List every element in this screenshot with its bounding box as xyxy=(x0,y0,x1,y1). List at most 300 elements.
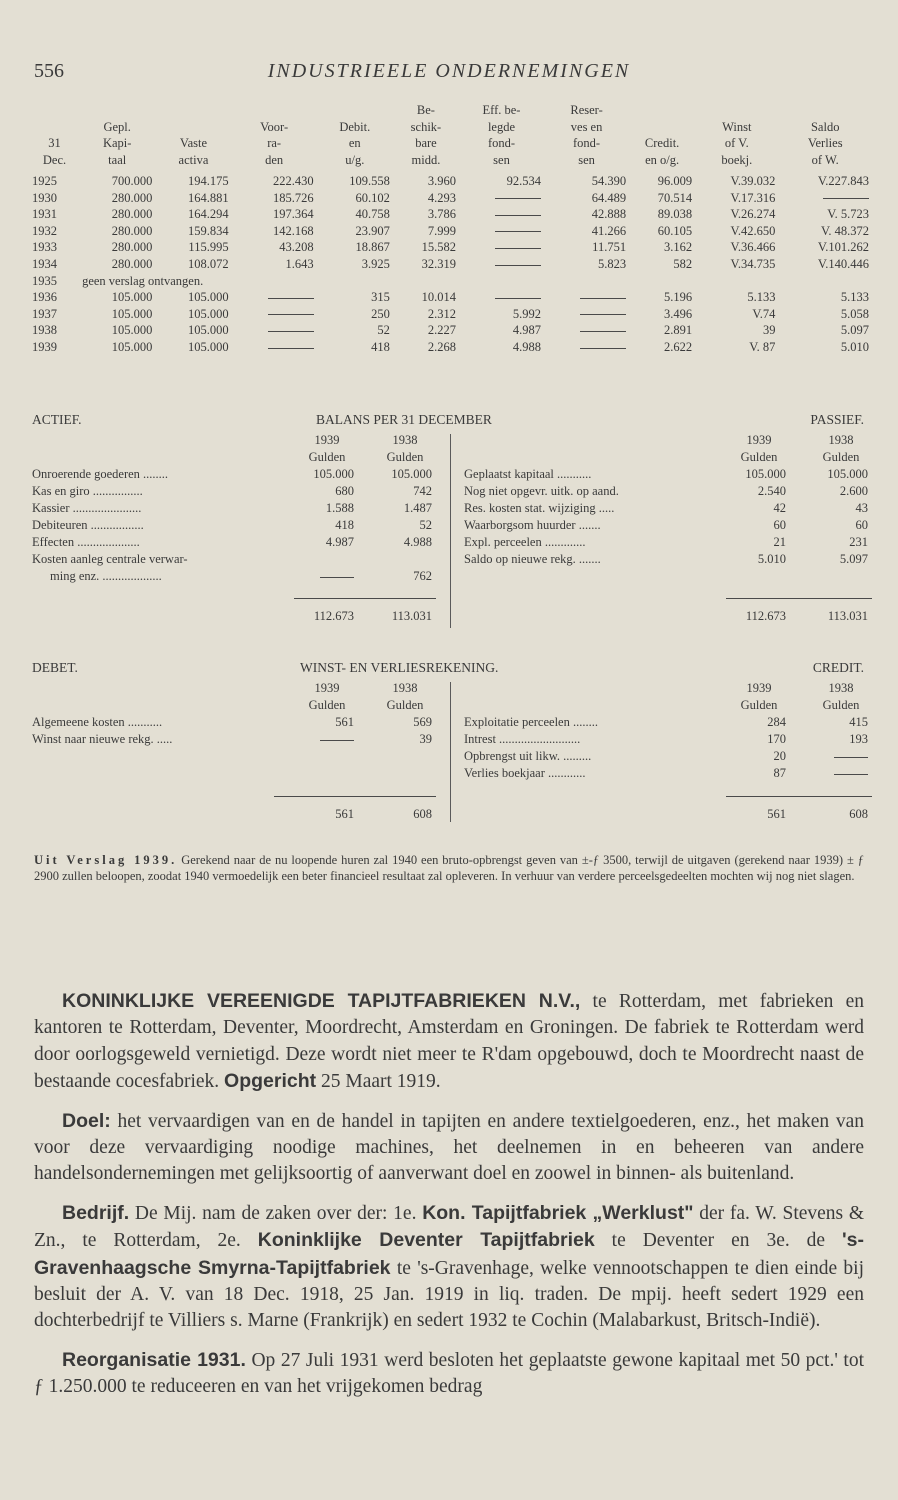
value-cell: 3.496 xyxy=(664,306,693,321)
value-cell: 15.582 xyxy=(421,240,456,255)
row-label: Res. kosten stat. wijziging ..... xyxy=(464,501,615,515)
reorganisatie-text: Op 27 Juli 1931 werd besloten het geplaatste gewone kapitaal met 50 pct.' tot ƒ 1.250.000 te reduceeren en van het vrijgekomen bedrag xyxy=(34,1349,865,1398)
row-label: Kas en giro ................ xyxy=(32,484,143,498)
actief-row xyxy=(32,568,434,585)
table-row xyxy=(30,306,872,323)
row-label: Onroerende goederen ........ xyxy=(32,467,169,481)
credit-column xyxy=(464,680,868,821)
balance-title: BALANS PER 31 DECEMBER xyxy=(316,412,492,427)
value-cell: 70.514 xyxy=(657,190,693,205)
year-1938: 1938 xyxy=(828,681,854,695)
footnote-text: Gerekend naar de nu loopende huren zal 1940 een bruto-opbrengst geven van ±-ƒ 3500, terwijl de uitgaven (gerekend naar 1939) ± ƒ 2900 zullen beloopen, zoodat 1940 vermoedelijk een beter financieel resultaat zal opleveren. In verhuur van verdere perceelsgedeelten mochten wij nog niet slagen. xyxy=(34,853,865,883)
dash-mark xyxy=(495,298,541,299)
total-1939: 561 xyxy=(335,807,354,821)
total-1938: 608 xyxy=(849,807,868,821)
passief-row xyxy=(464,517,868,534)
value-cell xyxy=(232,289,317,306)
unit-header-row xyxy=(464,697,868,714)
value-cell xyxy=(232,306,317,323)
winst-title: WINST- EN VERLIESREKENING. xyxy=(300,660,499,675)
value-cell: 1.643 xyxy=(285,256,314,271)
value-cell: 39 xyxy=(762,323,776,338)
column-header: Be- schik- bare midd. xyxy=(410,103,442,167)
year-1938: 1938 xyxy=(392,681,418,695)
value-cell xyxy=(232,339,317,356)
sum-line xyxy=(726,598,872,599)
value-1939: 5.010 xyxy=(757,552,786,566)
unit-label: Gulden xyxy=(308,698,346,712)
value-1938: 105.000 xyxy=(827,467,868,481)
value-1938: 762 xyxy=(413,569,432,583)
value-cell: V.74 xyxy=(752,306,776,321)
value-cell: 194.175 xyxy=(187,174,229,188)
actief-rows xyxy=(32,466,434,585)
year-header-row xyxy=(464,680,868,697)
value-cell xyxy=(544,339,629,356)
sum-line xyxy=(294,598,436,599)
passief-row xyxy=(464,483,868,500)
value-1939: 105.000 xyxy=(313,467,354,481)
dash-mark xyxy=(268,331,314,332)
value-cell: 142.168 xyxy=(273,223,314,238)
column-header: Gepl. Kapi- taal xyxy=(102,119,132,167)
value-cell: V.42.650 xyxy=(730,223,776,238)
value-1939: 680 xyxy=(335,484,354,498)
credit-row xyxy=(464,765,868,782)
bedrijf-text: te Deventer en 3e. de xyxy=(611,1230,826,1252)
column-divider xyxy=(450,682,451,822)
company-description xyxy=(34,988,864,1413)
year-1938: 1938 xyxy=(392,433,418,447)
value-cell: 105.000 xyxy=(187,339,229,354)
value-cell: 11.751 xyxy=(592,240,627,255)
column-header: Reser- ves en fond- sen xyxy=(570,103,603,167)
debet-row xyxy=(32,714,434,731)
value-cell: 280.000 xyxy=(111,256,153,271)
value-cell: V.34.735 xyxy=(730,256,776,271)
actief-row xyxy=(32,483,434,500)
value-cell: 3.786 xyxy=(427,207,456,222)
value-cell xyxy=(459,256,544,273)
value-1939: 284 xyxy=(767,715,786,729)
unit-label: Gulden xyxy=(740,450,778,464)
value-cell: V. 5.723 xyxy=(827,207,869,222)
actief-row xyxy=(32,500,434,517)
sum-line xyxy=(274,796,436,797)
value-cell: V.39.032 xyxy=(730,174,776,188)
value-1939: 418 xyxy=(335,518,354,532)
value-cell xyxy=(778,190,872,207)
value-cell: geen verslag ontvangen. xyxy=(82,273,204,288)
debet-column xyxy=(32,680,434,821)
value-cell: 197.364 xyxy=(273,207,314,222)
intro-text: te Rotterdam, met fabrieken en kantoren te Rotterdam, Deventer, Moordrecht, Amsterdam en Groningen. De fabriek te Rotterdam werd door oorlogsgeweld vernietigd. Deze wordt niet meer te R'dam opgebouwd, doch te Moordrecht naast de bestaande cocesfabriek. xyxy=(34,991,864,1093)
value-1938: 5.097 xyxy=(839,552,868,566)
value-cell: 2.891 xyxy=(664,323,693,338)
value-cell: 105.000 xyxy=(111,306,153,321)
value-cell: 89.038 xyxy=(657,207,693,222)
table-row xyxy=(30,339,872,356)
total-1938: 113.031 xyxy=(391,609,432,623)
value-cell: 280.000 xyxy=(111,240,153,255)
value-cell: 10.014 xyxy=(421,290,456,305)
dash-mark xyxy=(495,265,541,266)
row-label: Opbrengst uit likw. ......... xyxy=(464,749,592,763)
value-cell: 4.293 xyxy=(427,190,456,205)
table-row xyxy=(30,256,872,273)
credit-total-row xyxy=(464,806,868,823)
value-cell: V.101.262 xyxy=(817,240,869,255)
debet-caption: DEBET. xyxy=(32,660,78,675)
value-cell xyxy=(459,239,544,256)
passief-total-row xyxy=(464,608,868,625)
report-footnote xyxy=(34,852,864,884)
value-cell: 43.208 xyxy=(279,240,314,255)
year-1938: 1938 xyxy=(828,433,854,447)
year-cell: 1933 xyxy=(32,240,57,255)
year-1939: 1939 xyxy=(314,433,340,447)
row-label: Algemeene kosten ........... xyxy=(32,715,163,729)
value-cell: 92.534 xyxy=(506,174,542,188)
passief-row xyxy=(464,500,868,517)
credit-row xyxy=(464,731,868,748)
value-1938: 43 xyxy=(855,501,868,515)
value-cell xyxy=(544,289,629,306)
table-row xyxy=(30,223,872,240)
unit-label: Gulden xyxy=(740,698,778,712)
value-cell: 105.000 xyxy=(187,290,229,305)
year-cell: 1925 xyxy=(32,174,57,188)
table-row xyxy=(30,239,872,256)
value-cell: 3.960 xyxy=(427,174,456,188)
value-cell: 2.312 xyxy=(427,306,456,321)
table-row xyxy=(30,173,872,190)
value-1938: 231 xyxy=(849,535,868,549)
value-cell xyxy=(459,190,544,207)
year-cell: 1938 xyxy=(32,323,57,338)
value-cell: 52 xyxy=(377,323,390,338)
value-cell: 222.430 xyxy=(273,174,314,188)
dash-mark xyxy=(580,314,626,315)
value-1939: 4.987 xyxy=(325,535,354,549)
unit-header-row xyxy=(32,697,434,714)
actief-row xyxy=(32,534,434,551)
running-title: INDUSTRIEELE ONDERNEMINGEN xyxy=(267,60,631,82)
passief-row xyxy=(464,551,868,568)
intro-paragraph xyxy=(34,988,864,1096)
balance-sheet xyxy=(32,412,868,632)
row-label: Geplaatst kapitaal ........... xyxy=(464,467,592,481)
value-cell xyxy=(544,306,629,323)
financial-history-table xyxy=(30,102,872,356)
value-cell: 250 xyxy=(371,306,390,321)
column-header: Eff. be- legde fond- sen xyxy=(482,103,521,167)
value-cell: 2.227 xyxy=(427,323,456,338)
debet-row xyxy=(32,731,434,748)
row-label: Saldo op nieuwe rekg. ....... xyxy=(464,552,601,566)
year-cell: 1937 xyxy=(32,306,57,321)
value-cell: 105.000 xyxy=(111,339,153,354)
value-1938: 415 xyxy=(849,715,868,729)
value-cell xyxy=(459,223,544,240)
year-header-row xyxy=(464,432,868,449)
value-cell: 185.726 xyxy=(273,190,314,205)
dash-mark xyxy=(495,215,541,216)
value-1939: 42 xyxy=(773,501,786,515)
total-1939: 112.673 xyxy=(745,609,786,623)
passief-caption: PASSIEF. xyxy=(810,412,864,427)
value-1938: 52 xyxy=(419,518,432,532)
value-1939: 1.588 xyxy=(325,501,354,515)
sum-line xyxy=(726,796,872,797)
value-cell: 5.010 xyxy=(840,339,869,354)
reorganisatie-paragraph xyxy=(34,1347,864,1401)
value-cell: 105.000 xyxy=(111,323,153,338)
value-1939: 105.000 xyxy=(745,467,786,481)
total-1938: 608 xyxy=(413,807,432,821)
value-cell: V.36.466 xyxy=(730,240,776,255)
row-label: Exploitatie perceelen ........ xyxy=(464,715,598,729)
year-cell: 1936 xyxy=(32,290,57,305)
year-cell: 1932 xyxy=(32,223,57,238)
row-label: Kassier ...................... xyxy=(32,501,142,515)
row-label: Waarborgsom huurder ....... xyxy=(464,518,601,532)
page-header xyxy=(34,60,864,92)
dash-mark xyxy=(268,314,314,315)
value-cell xyxy=(232,322,317,339)
column-header: Saldo Verlies of W. xyxy=(807,119,843,167)
actief-column xyxy=(32,432,434,623)
year-1939: 1939 xyxy=(746,681,772,695)
dash-mark xyxy=(495,248,541,249)
dash-mark xyxy=(834,757,868,758)
value-cell: 109.558 xyxy=(349,174,390,188)
actief-caption: ACTIEF. xyxy=(32,412,82,427)
total-1938: 113.031 xyxy=(827,609,868,623)
value-cell: 582 xyxy=(673,256,693,271)
value-cell: 700.000 xyxy=(111,174,153,188)
unit-label: Gulden xyxy=(308,450,346,464)
table-row xyxy=(30,273,872,290)
table-body xyxy=(30,173,872,356)
value-cell: 108.072 xyxy=(187,256,229,271)
column-divider xyxy=(450,434,451,628)
credit-row xyxy=(464,748,868,765)
dash-mark xyxy=(834,774,868,775)
value-cell: 280.000 xyxy=(111,207,153,222)
table-header-row xyxy=(30,102,872,173)
credit-rows xyxy=(464,714,868,782)
year-1939: 1939 xyxy=(314,681,340,695)
passief-column xyxy=(464,432,868,623)
value-cell: 3.925 xyxy=(361,256,390,271)
row-label: Expl. perceelen ............. xyxy=(464,535,586,549)
value-cell: 280.000 xyxy=(111,223,153,238)
credit-row xyxy=(464,714,868,731)
dash-mark xyxy=(268,348,314,349)
row-label: Winst naar nieuwe rekg. ..... xyxy=(32,732,173,746)
value-1939: 20 xyxy=(773,749,786,763)
value-cell: 7.999 xyxy=(427,223,456,238)
value-cell: 40.758 xyxy=(355,207,390,222)
value-cell xyxy=(459,289,544,306)
bedrijf-paragraph xyxy=(34,1200,864,1335)
credit-caption: CREDIT. xyxy=(812,660,864,675)
passief-rows xyxy=(464,466,868,568)
dash-mark xyxy=(268,298,314,299)
value-cell: 5.823 xyxy=(597,256,627,271)
value-1938: 742 xyxy=(413,484,432,498)
value-cell: 5.097 xyxy=(840,323,869,338)
dash-mark xyxy=(580,331,626,332)
footnote-lead: Uit Verslag 1939. xyxy=(34,853,178,867)
value-1938: 193 xyxy=(849,732,868,746)
actief-row xyxy=(32,517,434,534)
value-1938: 1.487 xyxy=(403,501,432,515)
value-cell: 2.622 xyxy=(664,339,693,354)
value-cell: V.227.843 xyxy=(817,174,869,188)
value-cell: 54.390 xyxy=(591,174,627,188)
value-cell: 64.489 xyxy=(591,190,627,205)
value-cell: 60.102 xyxy=(355,190,390,205)
value-cell: 159.834 xyxy=(187,223,229,238)
value-1939: 2.540 xyxy=(757,484,786,498)
value-cell: 32.319 xyxy=(421,256,456,271)
column-header: Credit. en o/g. xyxy=(644,136,680,167)
opgericht-label: Opgericht xyxy=(224,1070,317,1093)
year-header-row xyxy=(32,680,434,697)
value-1938: 569 xyxy=(413,715,432,729)
value-1939 xyxy=(300,731,354,748)
value-cell xyxy=(459,206,544,223)
value-1939: 170 xyxy=(767,732,786,746)
company-deventer: Koninklijke Deventer Tapijtfabriek xyxy=(257,1229,595,1252)
table-row xyxy=(30,206,872,223)
value-1938: 39 xyxy=(419,732,432,746)
column-header: 31 Dec. xyxy=(42,136,67,167)
passief-row xyxy=(464,534,868,551)
value-cell: 164.881 xyxy=(187,190,229,205)
table-row xyxy=(30,289,872,306)
value-cell: 105.000 xyxy=(187,323,229,338)
value-cell: V.17.316 xyxy=(730,190,776,205)
value-cell: 5.196 xyxy=(664,290,693,305)
company-name: KONINKLIJKE VEREENIGDE TAPIJTFABRIEKEN N.V., xyxy=(62,990,581,1012)
column-header: Vaste activa xyxy=(178,136,209,167)
value-1938: 4.988 xyxy=(403,535,432,549)
value-cell: 105.000 xyxy=(111,290,153,305)
value-cell: 105.000 xyxy=(187,306,229,321)
table-row xyxy=(30,190,872,207)
value-cell: V.26.274 xyxy=(730,207,776,222)
column-header: Voor- ra- den xyxy=(260,119,289,167)
bedrijf-text: te 's-Gravenhage, welke vennootschappen te dien einde bij besluit der A. V. van 18 Dec. 1918, 25 Jan. 1919 in liq. traden. De mpij. heeft sedert 1929 een dochterbedrijf te Villiers s. Marne (Frankrijk) en sedert 1932 te Cochin (Malabarkust, Britsch-Indië). xyxy=(34,1257,865,1332)
company-smyrna: 's-Gravenhaagsche Smyrna-Tapijtfabriek xyxy=(34,1229,865,1279)
actief-row xyxy=(32,466,434,483)
unit-label: Gulden xyxy=(822,698,860,712)
value-cell: V. 48.372 xyxy=(820,223,869,238)
value-cell: 96.009 xyxy=(657,174,693,188)
value-cell: 115.995 xyxy=(188,240,229,255)
total-1939: 561 xyxy=(767,807,786,821)
value-cell: 18.867 xyxy=(355,240,390,255)
profit-loss-account xyxy=(32,660,868,830)
doel-text: het vervaardigen van en de handel in tapijten en andere textielgoederen, enz., het maken van voor deze vervaardiging noodige machines, het deelnemen in en beheeren van andere handelsondernemingen met gelijksoortig of aanverwant doel en zoowel in binnen- als buitenland. xyxy=(34,1110,865,1185)
dash-mark xyxy=(580,348,626,349)
actief-total-row xyxy=(32,608,434,625)
dash-mark xyxy=(823,198,869,199)
dash-mark xyxy=(495,198,541,199)
doel-paragraph xyxy=(34,1108,864,1188)
value-cell: 60.105 xyxy=(657,223,693,238)
table-row xyxy=(30,322,872,339)
value-1938: 2.600 xyxy=(839,484,868,498)
passief-row xyxy=(464,466,868,483)
year-cell: 1931 xyxy=(32,207,57,222)
bedrijf-label: Bedrijf. xyxy=(62,1201,130,1224)
page-number: 556 xyxy=(34,60,64,82)
value-cell: 164.294 xyxy=(187,207,229,222)
row-label: Nog niet opgevr. uitk. op aand. xyxy=(464,484,619,498)
unit-header-row xyxy=(464,449,868,466)
value-cell: 5.992 xyxy=(512,306,542,321)
value-cell: 5.133 xyxy=(840,290,869,305)
year-1939: 1939 xyxy=(746,433,772,447)
value-cell: 42.888 xyxy=(591,207,627,222)
value-cell xyxy=(544,322,629,339)
value-cell: 4.987 xyxy=(512,323,542,338)
bedrijf-text: De Mij. nam de zaken over der: 1e. xyxy=(134,1202,417,1224)
value-1939 xyxy=(300,568,354,585)
value-1939: 21 xyxy=(773,535,786,549)
opgericht-date: 25 Maart 1919. xyxy=(321,1071,441,1093)
total-1939: 112.673 xyxy=(313,609,354,623)
column-header: Debit. en u/g. xyxy=(339,119,371,167)
value-cell: 23.907 xyxy=(355,223,390,238)
row-label: Effecten .................... xyxy=(32,535,140,549)
value-1938 xyxy=(814,765,868,782)
unit-label: Gulden xyxy=(386,698,424,712)
dash-mark xyxy=(320,577,354,578)
bedrijf-text: der fa. W. Stevens & Zn., te Rotterdam, 2e. xyxy=(34,1202,865,1252)
unit-label: Gulden xyxy=(822,450,860,464)
value-1939: 87 xyxy=(773,766,786,780)
value-cell: 5.133 xyxy=(747,290,776,305)
company-werklust: Kon. Tapijtfabriek „Werklust" xyxy=(422,1201,694,1224)
unit-header-row xyxy=(32,449,434,466)
reorganisatie-label: Reorganisatie 1931. xyxy=(62,1348,246,1371)
doel-label: Doel: xyxy=(62,1109,111,1132)
value-1938 xyxy=(814,748,868,765)
value-cell: 3.162 xyxy=(664,240,693,255)
dash-mark xyxy=(580,298,626,299)
value-1939: 561 xyxy=(335,715,354,729)
row-label: Kosten aanleg centrale verwar- xyxy=(32,552,188,566)
value-cell: 5.058 xyxy=(840,306,869,321)
row-label: Intrest .......................... xyxy=(464,732,581,746)
value-cell: 418 xyxy=(371,339,390,354)
year-cell: 1939 xyxy=(32,339,57,354)
value-cell: 41.266 xyxy=(591,223,627,238)
value-cell: 4.988 xyxy=(512,339,542,354)
year-cell: 1930 xyxy=(32,190,57,205)
unit-label: Gulden xyxy=(386,450,424,464)
value-cell: 315 xyxy=(371,290,390,305)
year-cell: 1934 xyxy=(32,256,57,271)
row-label: Debiteuren ................. xyxy=(32,518,144,532)
year-header-row xyxy=(32,432,434,449)
actief-row xyxy=(32,551,434,568)
